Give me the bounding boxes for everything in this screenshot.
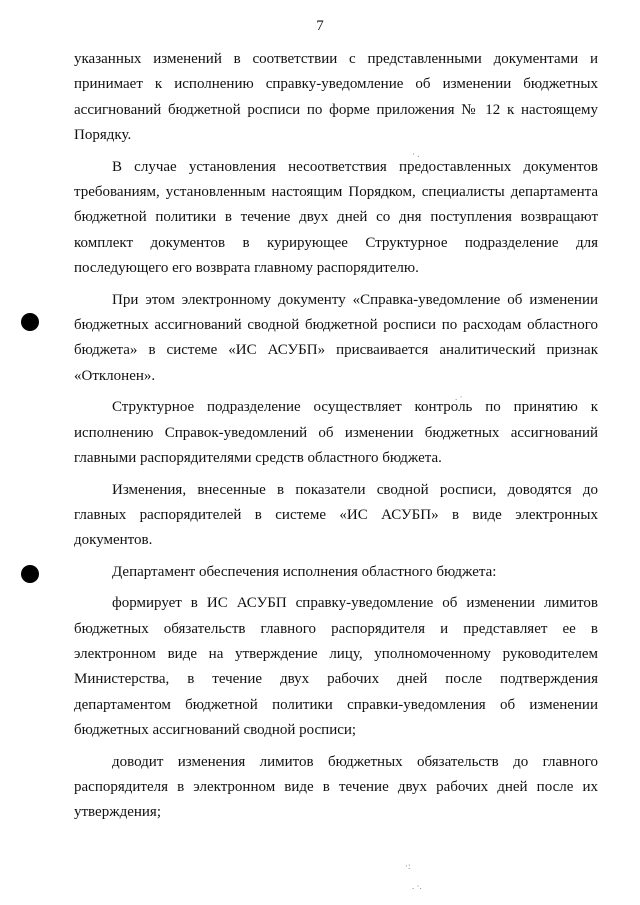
paragraph-8: доводит изменения лимитов бюджетных обязательств до главного распорядителя в электронном виде в течение двух рабочих дней после их утверждения; [74, 753, 598, 821]
punch-hole-mark [21, 313, 39, 331]
scan-speck: · . [412, 149, 420, 159]
punch-hole-mark [21, 565, 39, 583]
paragraph-7: формирует в ИС АСУБП справку-уведомление об изменении лимитов бюджетных обязательств главного распорядителя и представляет ее в электронном виде на утверждение лицу, уполномоченному руководителем Министерства, в течение двух рабочих дней после подтверждения департаментом бюджетной политики справки-уведомления об изменении бюджетных ассигнований сводной росписи; [74, 595, 598, 739]
paragraph-5: Изменения, внесенные в показатели сводной росписи, доводятся до главных распорядителей в системе «ИС АСУБП» в виде электронных документов. [74, 481, 598, 549]
scan-speck: ·: [405, 861, 411, 871]
paragraph-4: Структурное подразделение осуществляет контроль по принятию к исполнению Справок-уведомлений об изменении бюджетных ассигнований главными распорядителями средств областного бюджета. [74, 399, 598, 467]
paragraph-3: При этом электронному документу «Справка-уведомление об изменении бюджетных ассигнований сводной бюджетной росписи по расходам областного бюджета» в системе «ИС АСУБП» присваивается аналитический признак «Отклонен». [74, 291, 598, 384]
page-number: 7 [316, 18, 324, 34]
body-text [74, 47, 598, 832]
scan-speck: . · [455, 392, 463, 402]
scan-speck: . ·. [412, 881, 422, 891]
paragraph-1: указанных изменений в соответствии с представленными документами и принимает к исполнению справку-уведомление об изменении бюджетных ассигнований бюджетной росписи по форме приложения № 12 к настоящему Порядку. [74, 51, 598, 144]
paragraph-6: Департамент обеспечения исполнения областного бюджета: [112, 563, 497, 580]
paragraph-2: В случае установления несоответствия предоставленных документов требованиям, установленным настоящим Порядком, специалисты департамента бюджетной политики в течение двух дней со дня поступления возвращают комплект документов в курирующее Структурное подразделение для последующего его возврата главному распорядителю. [74, 158, 598, 277]
